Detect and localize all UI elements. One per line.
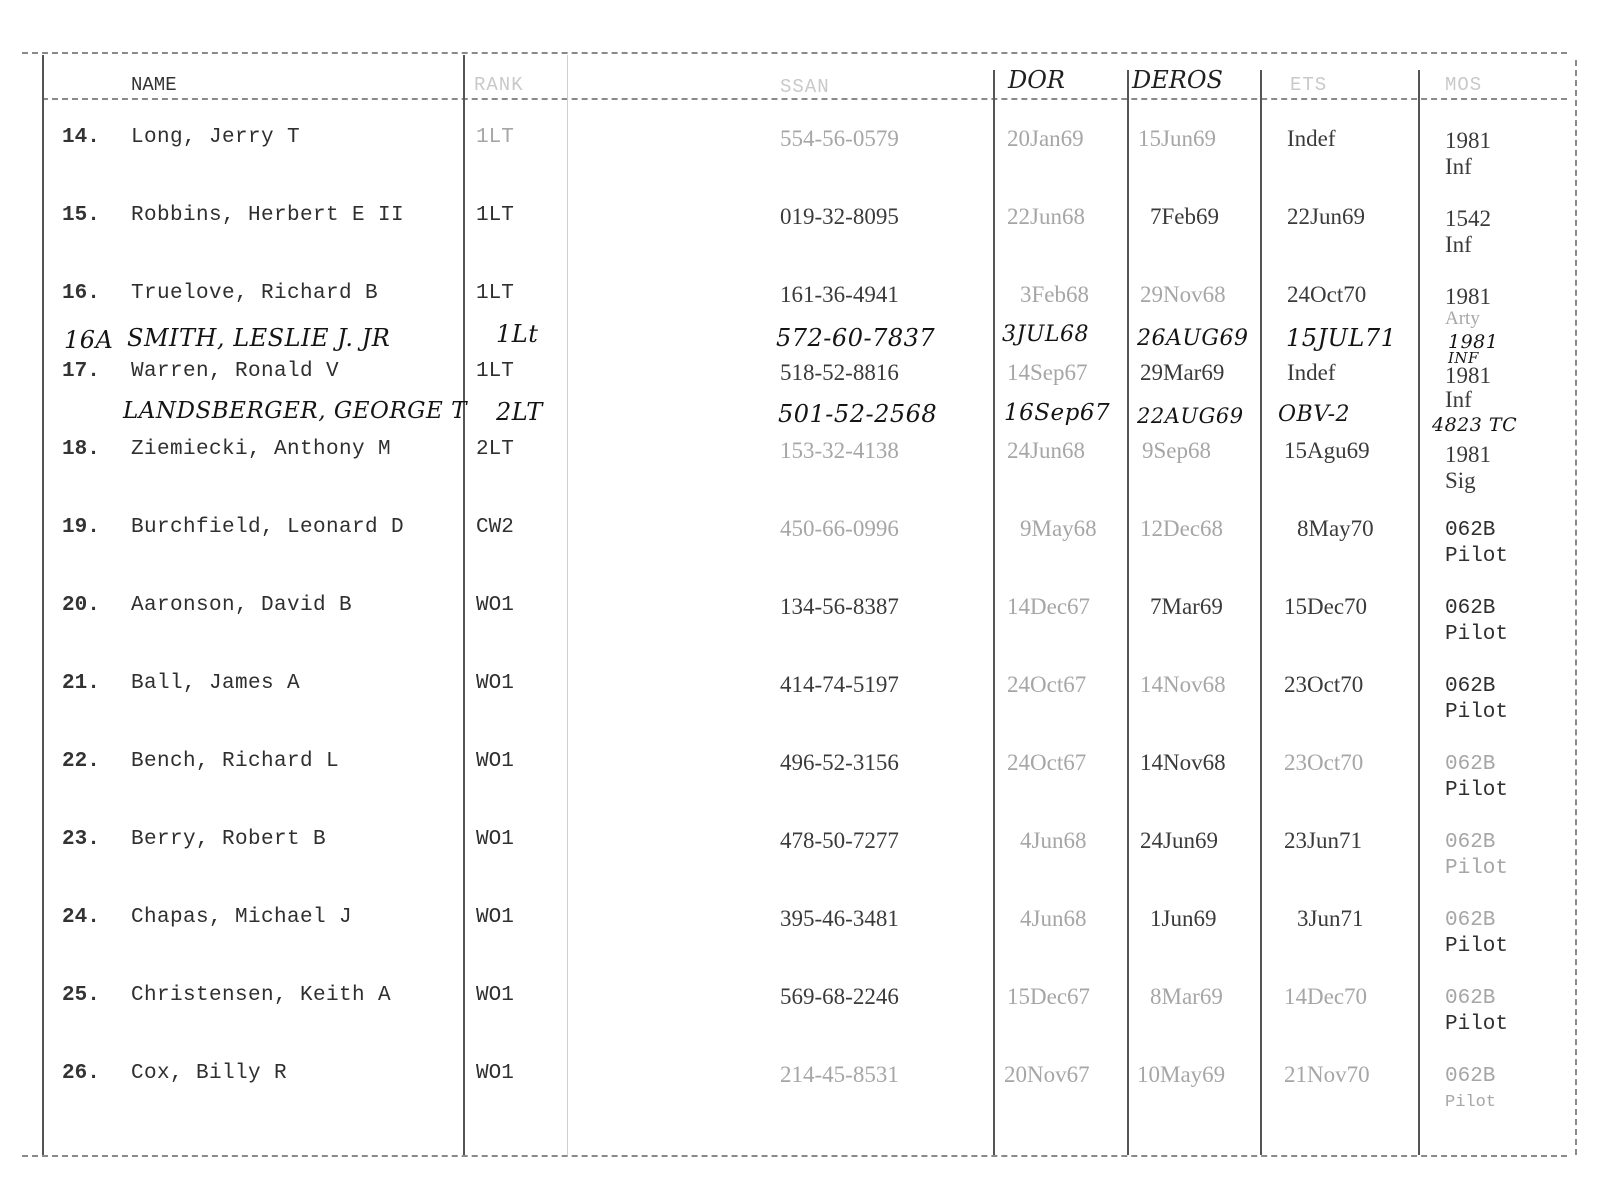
row-deros: 9Sep68	[1142, 438, 1211, 463]
row-deros: 29Nov68	[1140, 282, 1226, 307]
mos-code: 062B	[1445, 753, 1496, 776]
row-name: Truelove, Richard B	[131, 282, 379, 305]
mos-branch: Sig	[1445, 468, 1476, 493]
mos-code: 062B	[1445, 987, 1496, 1010]
row-name: Ball, James A	[131, 672, 301, 695]
row-name: Aaronson, David B	[131, 594, 353, 617]
row-mos	[1445, 752, 1508, 804]
row-number: 16.	[62, 282, 100, 305]
row-ets: 15Dec70	[1284, 594, 1368, 619]
mos-branch: Pilot	[1445, 1093, 1497, 1112]
row-ets: 23Oct70	[1284, 672, 1364, 697]
row-ets-handwritten: OBV-2	[1278, 402, 1351, 427]
top-dashed-rule	[22, 52, 1567, 54]
row-ets: 3Jun71	[1297, 906, 1364, 931]
row-dor: 9May68	[1020, 516, 1097, 541]
row-ssn: 478-50-7277	[780, 828, 899, 853]
bottom-rule	[22, 1155, 1567, 1157]
row-ssn: 161-36-4941	[780, 282, 899, 307]
row-dor-handwritten: 3JUL68	[1002, 322, 1089, 347]
header-name: NAME	[131, 74, 177, 96]
row-name: Burchfield, Leonard D	[131, 516, 405, 539]
row-ssn: 414-74-5197	[780, 672, 899, 697]
row-number: 14.	[62, 126, 100, 149]
row-deros: 15Jun69	[1138, 126, 1216, 151]
row-mos-handwritten	[1432, 414, 1517, 436]
row-dor: 15Dec67	[1007, 984, 1091, 1009]
row-name: Robbins, Herbert E II	[131, 204, 405, 227]
mos-branch: Pilot	[1445, 1013, 1509, 1036]
mos-branch: Pilot	[1445, 935, 1509, 958]
mos-code: 062B	[1445, 675, 1496, 698]
row-mos	[1445, 518, 1508, 570]
row-rank: WO1	[476, 750, 514, 773]
row-ssn: 450-66-0996	[780, 516, 899, 541]
row-mos	[1445, 596, 1508, 648]
rank-fold-divider	[567, 55, 568, 1155]
row-dor-handwritten: 16Sep67	[1004, 400, 1111, 426]
mos-code: 1981	[1445, 363, 1491, 388]
row-mos	[1445, 284, 1491, 328]
row-deros: 7Feb69	[1150, 204, 1219, 229]
row-rank: 1LT	[476, 282, 514, 305]
row-ets: 15Agu69	[1284, 438, 1370, 463]
row-deros: 14Nov68	[1140, 672, 1226, 697]
row-mos	[1445, 830, 1508, 882]
row-ets: 8May70	[1297, 516, 1374, 541]
row-number: 20.	[62, 594, 100, 617]
row-number: 24.	[62, 906, 100, 929]
row-ets: 21Nov70	[1284, 1062, 1370, 1087]
mos-branch: Inf	[1445, 387, 1472, 412]
mos-branch: Inf	[1445, 232, 1472, 257]
mos-code: 062B	[1445, 1065, 1496, 1088]
row-rank: WO1	[476, 984, 514, 1007]
row-rank: WO1	[476, 594, 514, 617]
row-name: Berry, Robert B	[131, 828, 327, 851]
mos-branch: Pilot	[1445, 701, 1509, 724]
mos-code: 062B	[1445, 597, 1496, 620]
row-number: 18.	[62, 438, 100, 461]
row-deros: 29Mar69	[1140, 360, 1225, 385]
row-mos	[1445, 206, 1491, 258]
row-ssn: 518-52-8816	[780, 360, 899, 385]
row-ets: 22Jun69	[1287, 204, 1365, 229]
row-ssn: 153-32-4138	[780, 438, 899, 463]
row-rank: CW2	[476, 516, 514, 539]
row-deros-handwritten: 26AUG69	[1137, 326, 1249, 351]
header-mos: MOS	[1445, 74, 1483, 96]
row-ssn-handwritten: 501-52-2568	[778, 400, 938, 428]
ssn-dor-divider	[993, 70, 995, 1155]
header-ets: ETS	[1290, 74, 1328, 96]
mos-branch: INF	[1448, 349, 1479, 367]
row-rank: WO1	[476, 672, 514, 695]
row-ets: Indef	[1287, 360, 1336, 385]
deros-ets-divider	[1260, 70, 1262, 1155]
row-rank: 1LT	[476, 360, 514, 383]
row-number: 15.	[62, 204, 100, 227]
header-deros: DEROS	[1132, 66, 1223, 94]
right-edge-line	[1575, 60, 1577, 1155]
row-ets: 23Oct70	[1284, 750, 1364, 775]
mos-code: 1981	[1445, 284, 1491, 309]
row-rank: 1LT	[476, 126, 514, 149]
header-rank: RANK	[474, 74, 524, 96]
mos-code: 4823	[1432, 414, 1483, 436]
row-ets: Indef	[1287, 126, 1336, 151]
row-mos	[1445, 128, 1491, 180]
mos-code: 062B	[1445, 909, 1496, 932]
row-ets: 23Jun71	[1284, 828, 1362, 853]
name-rank-divider	[463, 55, 465, 1155]
row-number: 23.	[62, 828, 100, 851]
row-name-handwritten: LANDSBERGER, GEORGE T	[123, 398, 467, 424]
row-deros: 7Mar69	[1150, 594, 1223, 619]
row-name: Chapas, Michael J	[131, 906, 353, 929]
mos-code: 062B	[1445, 831, 1496, 854]
row-mos	[1445, 364, 1491, 412]
mos-code: 1981	[1445, 128, 1491, 153]
row-rank: WO1	[476, 828, 514, 851]
row-name: Bench, Richard L	[131, 750, 340, 773]
mos-code: 1981	[1445, 442, 1491, 467]
row-rank-handwritten: 1Lt	[496, 320, 539, 348]
mos-branch: Pilot	[1445, 545, 1509, 568]
row-dor: 14Dec67	[1007, 594, 1091, 619]
row-dor: 22Jun68	[1007, 204, 1085, 229]
row-ssn: 019-32-8095	[780, 204, 899, 229]
row-dor: 24Oct67	[1007, 672, 1087, 697]
row-deros-handwritten: 22AUG69	[1137, 404, 1244, 428]
row-ssn: 554-56-0579	[780, 126, 899, 151]
row-name: Christensen, Keith A	[131, 984, 392, 1007]
row-ssn: 395-46-3481	[780, 906, 899, 931]
row-mos	[1445, 986, 1508, 1038]
row-ssn: 214-45-8531	[780, 1062, 899, 1087]
ets-mos-divider	[1418, 70, 1420, 1155]
left-margin-line	[42, 55, 44, 1155]
row-dor: 4Jun68	[1020, 906, 1087, 931]
row-deros: 8Mar69	[1150, 984, 1223, 1009]
row-number-handwritten: 16A	[64, 326, 114, 354]
mos-branch: Pilot	[1445, 779, 1509, 802]
header-ssn: SSAN	[780, 76, 830, 98]
row-ssn-handwritten: 572-60-7837	[776, 324, 936, 352]
row-dor: 14Sep67	[1007, 360, 1088, 385]
mos-branch: Arty	[1445, 308, 1480, 329]
row-mos	[1445, 674, 1508, 726]
dor-deros-divider	[1127, 70, 1129, 1155]
row-deros: 24Jun69	[1140, 828, 1218, 853]
row-name: Cox, Billy R	[131, 1062, 288, 1085]
row-rank: WO1	[476, 906, 514, 929]
row-mos	[1445, 908, 1508, 960]
header-dor: DOR	[1008, 66, 1065, 94]
row-ets-handwritten: 15JUL71	[1286, 324, 1397, 352]
row-dor: 24Oct67	[1007, 750, 1087, 775]
row-dor: 20Nov67	[1004, 1062, 1090, 1087]
row-ssn: 134-56-8387	[780, 594, 899, 619]
row-rank-handwritten: 2LT	[496, 398, 543, 426]
row-deros: 12Dec68	[1140, 516, 1224, 541]
mos-code: 062B	[1445, 519, 1496, 542]
row-ets: 24Oct70	[1287, 282, 1367, 307]
row-dor: 3Feb68	[1020, 282, 1089, 307]
mos-code: 1981	[1448, 331, 1499, 353]
row-rank: 1LT	[476, 204, 514, 227]
row-rank: 2LT	[476, 438, 514, 461]
row-number: 21.	[62, 672, 100, 695]
mos-branch: Pilot	[1445, 623, 1509, 646]
row-dor: 24Jun68	[1007, 438, 1085, 463]
row-name: Ziemiecki, Anthony M	[131, 438, 392, 461]
row-number: 26.	[62, 1062, 100, 1085]
row-ets: 14Dec70	[1284, 984, 1368, 1009]
row-name: Long, Jerry T	[131, 126, 301, 149]
mos-code: 1542	[1445, 206, 1491, 231]
row-mos-handwritten	[1448, 331, 1499, 367]
row-name-handwritten: SMITH, LESLIE J. JR	[127, 324, 391, 352]
row-dor: 20Jan69	[1007, 126, 1084, 151]
row-rank: WO1	[476, 1062, 514, 1085]
header-rule	[42, 98, 1567, 100]
row-number: 17.	[62, 360, 100, 383]
row-number: 25.	[62, 984, 100, 1007]
row-number: 19.	[62, 516, 100, 539]
mos-branch: TC	[1488, 414, 1518, 436]
row-mos	[1445, 442, 1491, 494]
row-dor: 4Jun68	[1020, 828, 1087, 853]
row-deros: 14Nov68	[1140, 750, 1226, 775]
row-deros: 10May69	[1137, 1062, 1226, 1087]
mos-branch: Pilot	[1445, 857, 1509, 880]
row-deros: 1Jun69	[1150, 906, 1217, 931]
row-ssn: 569-68-2246	[780, 984, 899, 1009]
mos-branch: Inf	[1445, 154, 1472, 179]
row-ssn: 496-52-3156	[780, 750, 899, 775]
row-number: 22.	[62, 750, 100, 773]
row-name: Warren, Ronald V	[131, 360, 340, 383]
row-mos	[1445, 1064, 1496, 1116]
